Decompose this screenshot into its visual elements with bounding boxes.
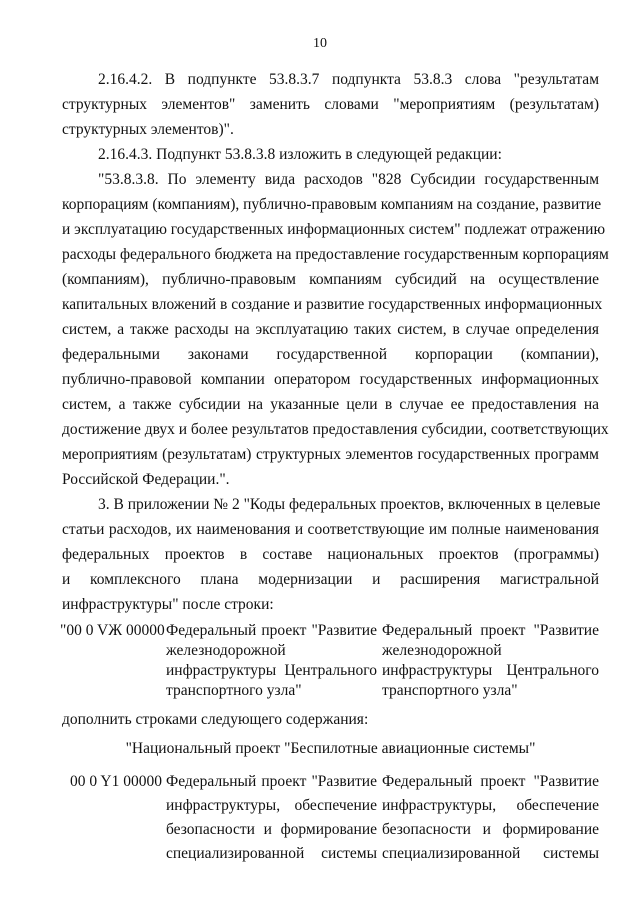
table-right-line: Федеральный проект "Развитие — [382, 773, 599, 790]
table-right-line: специализированной системы — [382, 845, 599, 862]
table-left-line: специализированной системы — [166, 845, 377, 862]
paragraph-line: Российской Федерации.". — [62, 471, 230, 488]
table-left-line: инфраструктуры Центрального — [166, 662, 377, 679]
table-left-line: инфраструктуры, обеспечение — [166, 797, 377, 814]
paragraph-line: корпорациям (компаниям), публично-правовым компаниям на создание, развитие — [62, 196, 602, 213]
table-right-line: железнодорожной — [382, 642, 502, 659]
table-left-line: железнодорожной — [166, 642, 286, 659]
table-left-line: безопасности и формирование — [166, 821, 377, 838]
paragraph-line: структурных элементов" заменить словами "мероприятиям (результатам) — [62, 96, 599, 113]
table-right-line: Федеральный проект "Развитие — [382, 622, 599, 639]
paragraph-line: (компаниям), публично-правовым компаниям субсидий на осуществление — [62, 271, 599, 288]
paragraph-line: инфраструктуры" после строки: — [62, 596, 274, 613]
paragraph-line: структурных элементов)". — [62, 121, 234, 138]
paragraph-line: систем, а также субсидии на указанные цели в случае ее предоставления на — [62, 396, 599, 413]
section-heading: "Национальный проект "Беспилотные авиационные системы" — [125, 740, 536, 757]
paragraph-line: и эксплуатацию государственных информационных систем" подлежат отражению — [62, 221, 606, 238]
table-left-line: Федеральный проект "Развитие — [166, 622, 377, 639]
table-code-cell: "00 0 VЖ 00000 — [60, 622, 165, 639]
paragraph-line: капитальных вложений в создание и развитие государственных информационных — [62, 296, 603, 313]
paragraph-line: публично-правовой компании оператором государственных информационных — [62, 371, 599, 388]
paragraph-line: мероприятиям (результатам) структурных элементов государственных программ — [62, 446, 599, 463]
table-right-line: инфраструктуры, обеспечение — [382, 797, 599, 814]
paragraph-line: федеральных проектов в составе национальных проектов (программы) — [62, 546, 599, 563]
paragraph-line: достижение двух и более результатов предоставления субсидии, соответствующих — [62, 421, 609, 438]
paragraph-line: 2.16.4.2. В подпункте 53.8.3.7 подпункта 53.8.3 слова "результатам — [98, 71, 599, 88]
table-left-line: Федеральный проект "Развитие — [166, 773, 377, 790]
table-code-cell: 00 0 Y1 00000 — [70, 773, 162, 790]
paragraph-line: систем, а также расходы на эксплуатацию таких систем, в случае определения — [62, 321, 599, 338]
paragraph-line: 3. В приложении № 2 "Коды федеральных проектов, включенных в целевые — [98, 496, 601, 513]
table-right-line: транспортного узла" — [382, 682, 518, 699]
paragraph-line: "53.8.3.8. По элементу вида расходов "828 Субсидии государственным — [98, 171, 599, 188]
paragraph-line: статьи расходов, их наименования и соответствующие им полные наименования — [62, 521, 599, 538]
table-right-line: инфраструктуры Центрального — [382, 662, 599, 679]
table-left-line: транспортного узла" — [166, 682, 302, 699]
paragraph-line: и комплексного плана модернизации и расширения магистральной — [62, 571, 599, 588]
paragraph-line: дополнить строками следующего содержания: — [62, 711, 369, 728]
paragraph-line: федеральными законами государственной корпорации (компании), — [62, 346, 599, 363]
paragraph-line: 2.16.4.3. Подпункт 53.8.3.8 изложить в следующей редакции: — [98, 146, 502, 163]
page-number: 10 — [313, 36, 327, 51]
paragraph-line: расходы федерального бюджета на предоставление государственным корпорациям — [62, 246, 609, 263]
table-right-line: безопасности и формирование — [382, 821, 599, 838]
